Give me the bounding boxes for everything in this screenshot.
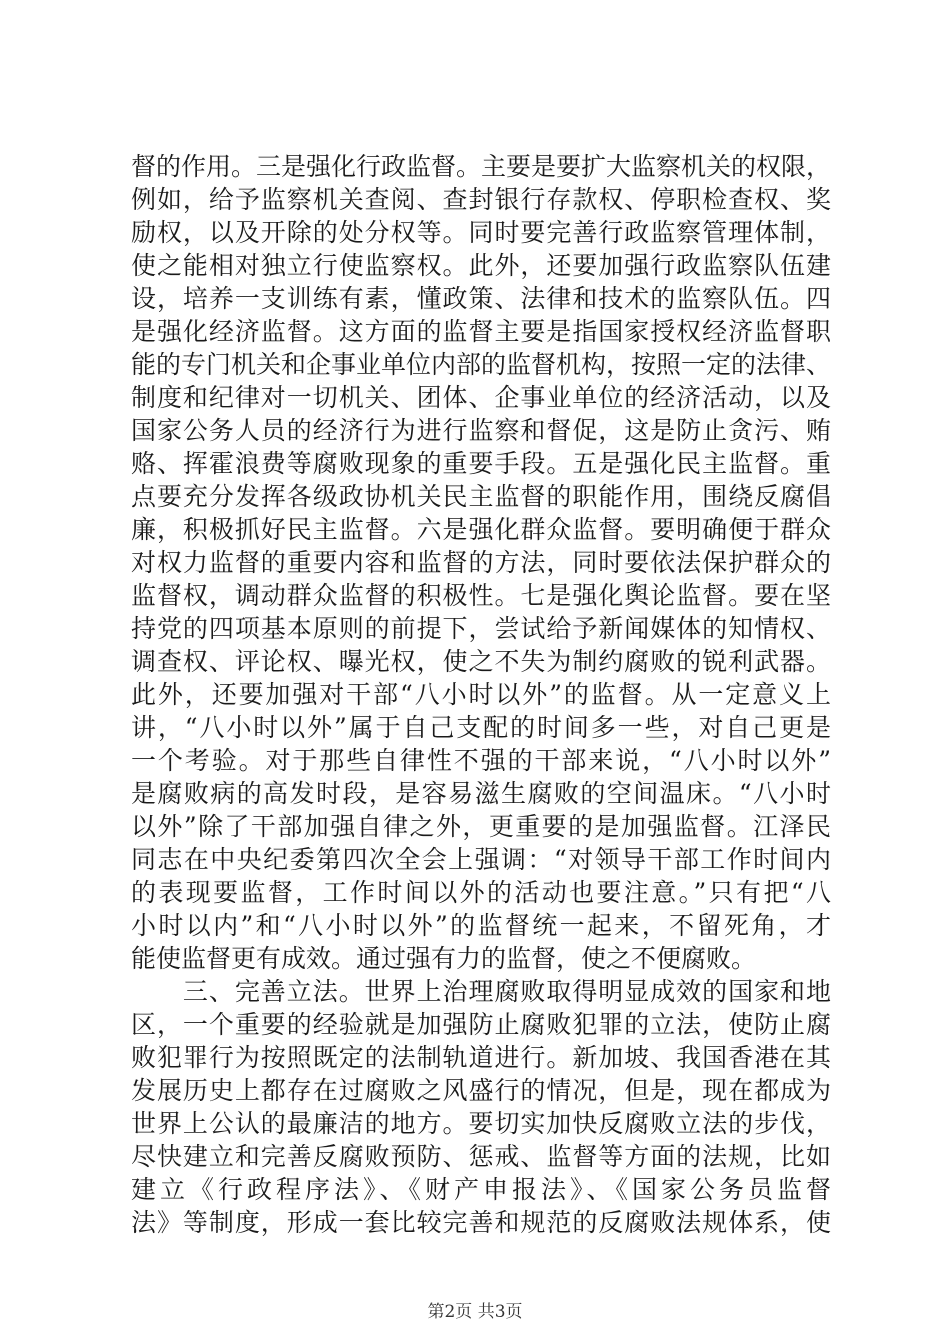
text-line: 励权，以及开除的处分权等。同时要完善行政监察管理体制， [131,218,831,247]
text-line: 小时以内”和“八小时以外”的监督统一起来，不留死角，才 [131,911,831,940]
text-line: 调查权、评论权、曝光权，使之不失为制约腐败的锐利武器。 [131,647,831,676]
page-number-footer: 第2页 共3页 [427,1302,523,1322]
text-line: 世界上公认的最廉洁的地方。要切实加快反腐败立法的步伐， [131,1109,831,1138]
text-line: 建立《行政程序法》、《财产申报法》、《国家公务员监督 [131,1175,831,1204]
text-line: 讲，“八小时以外”属于自己支配的时间多一些，对自己更是 [131,713,831,742]
text-line: 一个考验。对于那些自律性不强的干部来说，“八小时以外” [131,746,831,775]
text-line: 例如，给予监察机关查阅、查封银行存款权、停职检查权、奖 [131,185,831,214]
text-line: 的表现要监督，工作时间以外的活动也要注意。”只有把“八 [131,878,831,907]
text-line: 点要充分发挥各级政协机关民主监督的职能作用，围绕反腐倡 [131,482,831,511]
text-line: 能的专门机关和企事业单位内部的监督机构，按照一定的法律、 [131,350,831,379]
text-line: 区，一个重要的经验就是加强防止腐败犯罪的立法，使防止腐 [131,1010,831,1039]
text-line: 使之能相对独立行使监察权。此外，还要加强行政监察队伍建 [131,251,831,280]
text-line: 国家公务人员的经济行为进行监察和督促，这是防止贪污、贿 [131,416,831,445]
text-line: 督的作用。三是强化行政监督。主要是要扩大监察机关的权限， [131,152,831,181]
text-line: 此外，还要加强对干部“八小时以外”的监督。从一定意义上 [131,680,831,709]
document-body [131,150,831,1239]
text-line: 设，培养一支训练有素，懂政策、法律和技术的监察队伍。四 [131,284,831,313]
text-line: 尽快建立和完善反腐败预防、惩戒、监督等方面的法规，比如 [131,1142,831,1171]
text-line: 败犯罪行为按照既定的法制轨道进行。新加坡、我国香港在其 [131,1043,831,1072]
paragraph-start-line: 三、完善立法。世界上治理腐败取得明显成效的国家和地 [131,977,831,1006]
text-line: 发展历史上都存在过腐败之风盛行的情况，但是，现在都成为 [131,1076,831,1105]
paragraph-end-line: 能使监督更有成效。通过强有力的监督，使之不便腐败。 [131,944,757,973]
text-line: 是腐败病的高发时段，是容易滋生腐败的空间温床。“八小时 [131,779,831,808]
text-line: 是强化经济监督。这方面的监督主要是指国家授权经济监督职 [131,317,831,346]
text-line: 以外”除了干部加强自律之外，更重要的是加强监督。江泽民 [131,812,831,841]
text-line: 法》等制度，形成一套比较完善和规范的反腐败法规体系，使 [131,1208,831,1237]
text-line: 持党的四项基本原则的前提下，尝试给予新闻媒体的知情权、 [131,614,831,643]
text-line: 对权力监督的重要内容和监督的方法，同时要依法保护群众的 [131,548,831,577]
text-line: 监督权，调动群众监督的积极性。七是强化舆论监督。要在坚 [131,581,831,610]
text-line: 赂、挥霍浪费等腐败现象的重要手段。五是强化民主监督。重 [131,449,831,478]
text-line: 廉，积极抓好民主监督。六是强化群众监督。要明确便于群众 [131,515,831,544]
text-line: 同志在中央纪委第四次全会上强调：“对领导干部工作时间内 [131,845,831,874]
text-line: 制度和纪律对一切机关、团体、企事业单位的经济活动，以及 [131,383,831,412]
